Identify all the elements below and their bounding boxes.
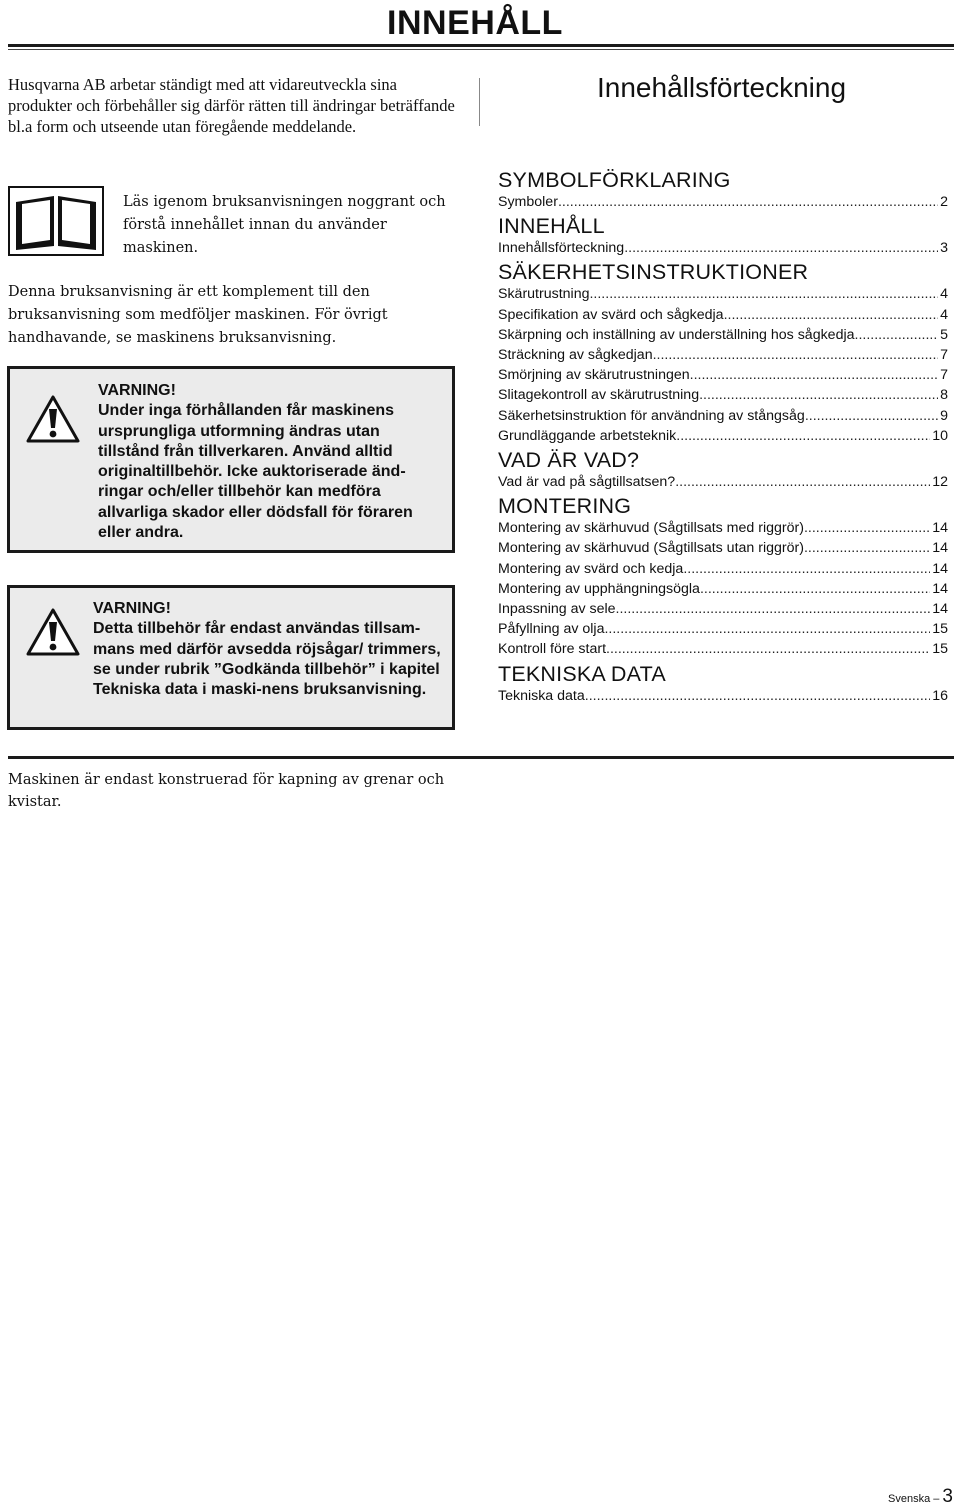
toc-entry-page: 14 [932,520,948,537]
footer-rule [8,756,954,759]
toc-entry [498,284,948,304]
warning-text [98,381,443,543]
toc-entry-label: Smörjning av skärutrustningen [498,367,690,384]
toc-leader-dots [624,238,938,258]
toc-entry [498,238,948,258]
toc-entry [498,365,948,385]
page-number [888,1486,953,1508]
toc-entry-page: 4 [940,306,948,323]
toc-section-heading: MONTERING [498,494,632,519]
toc-section-heading: VAD ÄR VAD? [498,448,640,473]
read-manual-note: Läs igenom bruksanvisningen noggrant och förstå innehållet innan du använder maskinen. [123,194,446,256]
toc-leader-dots [805,406,938,426]
toc-leader-dots [589,284,938,304]
toc-entry-label: Slitagekontroll av skärutrustning [498,387,700,404]
toc-leader-dots [558,192,938,212]
toc-section-heading: SYMBOLFÖRKLARING [498,168,731,192]
warning-box [7,585,455,730]
toc-entry-page: 4 [940,286,948,303]
toc-entry-page: 15 [932,641,948,658]
toc-entry [498,406,948,426]
warning-text [93,599,443,700]
toc-entry [498,325,948,345]
toc-entry-page: 8 [940,387,948,404]
toc-entry [498,579,948,599]
warning-body: Detta tillbehör får endast användas tillsam-mans med därför avsedda röjsågar/ trimmers, se under rubrik ”Godkända tillbehör” i kapitel Tekniska data i maski-nens bruksanvisning. [93,620,441,699]
usage-note: Maskinen är endast konstruerad för kapning av grenar och kvistar. [8,772,445,810]
toc-entry-label: Innehållsförteckning [498,240,625,257]
toc-leader-dots [606,639,930,659]
toc-entry [498,559,948,579]
toc-entry [498,472,948,492]
toc-entry [498,385,948,405]
toc-entry [498,345,948,365]
toc-leader-dots [653,345,939,365]
toc-leader-dots [804,518,930,538]
warning-heading: VARNING! [93,600,171,617]
warning-box [7,366,455,553]
toc-entry-label: Montering av upphängningsögla [498,580,700,597]
toc-leader-dots [616,599,931,619]
toc-entry [498,426,948,446]
toc-entry-page: 16 [932,687,948,704]
header-rule [8,44,954,47]
toc-title: Innehållsförteckning [597,72,847,103]
toc-leader-dots [690,365,938,385]
toc-entry-label: Inpassning av sele [498,601,616,618]
column-divider [479,78,480,126]
warning-triangle-icon [26,608,80,656]
toc-entry-page: 2 [940,194,948,210]
warning-triangle-icon [26,395,80,443]
toc-entry-page: 14 [932,601,948,618]
toc-entry [498,686,948,706]
toc-entry-page: 14 [932,560,948,577]
toc-leader-dots [604,619,930,639]
warning-body: Under inga förhållanden får maskinens ursprungliga utformning ändras utan tillstånd från tillverkaren. Använd alltid originaltillbehör. Icke auktoriserade änd-ringar och/eller tillbehör kan medföra allvarliga skador eller dödsfall för föraren eller andra. [98,402,413,542]
toc-entry-label: Skärutrustning [498,286,590,303]
toc-entry-label: Säkerhetsinstruktion för användning av stångsåg [498,407,805,424]
toc-section-heading: TEKNISKA DATA [498,661,666,686]
toc-entry [498,192,948,212]
toc-leader-dots [855,325,939,345]
intro-paragraph: Husqvarna AB arbetar ständigt med att vidareutveckla sina produkter och förbehåller sig därför rätten till ändringar beträffande bl.a form och utseende utan föregående meddelande. [8,75,455,136]
toc-entry-label: Vad är vad på sågtillsatsen? [498,474,676,491]
header-rule-thin [8,49,954,50]
page-number-value: 3 [942,1486,953,1507]
toc-entry-page: 5 [940,326,948,343]
complement-note: Denna bruksanvisning är ett komplement till den bruksanvisning som medföljer maskinen. För övrigt handhavande, se maskinens bruksanvisning. [8,284,388,346]
toc-entry-label: Skärpning och inställning av underställning hos sågkedja [498,326,855,343]
toc-leader-dots [699,385,938,405]
toc-entry-label: Påfyllning av olja [498,621,605,638]
toc-entry-page: 3 [940,240,948,257]
toc-entry-page: 12 [932,474,948,491]
toc-entry-page: 9 [940,407,948,424]
toc-section-heading: SÄKERHETSINSTRUKTIONER [498,260,809,285]
toc-entry-label: Montering av skärhuvud (Sågtillsats utan riggrör) [498,540,804,557]
toc-entry-label: Montering av svärd och kedja [498,560,684,577]
warning-heading: VARNING! [98,382,176,399]
page-language: Svenska – [888,1493,940,1505]
toc-entry-label: Kontroll före start [498,641,607,658]
toc-entry [498,305,948,325]
toc-entry [498,518,948,538]
toc-entry [498,619,948,639]
book-icon [8,186,104,256]
toc-leader-dots [700,579,930,599]
toc-entry-page: 7 [940,347,948,364]
toc-entry-label: Tekniska data [498,687,585,704]
toc-entry [498,538,948,558]
toc-entry-page: 10 [932,427,948,444]
toc-leader-dots [676,426,930,446]
toc-entry [498,639,948,659]
toc-leader-dots [585,686,930,706]
table-of-contents [498,166,948,706]
toc-entry-label: Grundläggande arbetsteknik [498,427,677,444]
toc-leader-dots [675,472,930,492]
toc-entry-label: Symboler [498,194,558,210]
toc-entry-label: Specifikation av svärd och sågkedja [498,306,724,323]
toc-entry-page: 14 [932,540,948,557]
toc-entry-label: Montering av skärhuvud (Sågtillsats med riggrör) [498,520,804,537]
toc-entry-page: 7 [940,367,948,384]
toc-leader-dots [724,305,939,325]
toc-leader-dots [804,538,930,558]
toc-section-heading: INNEHÅLL [498,214,605,239]
toc-entry-page: 15 [932,621,948,638]
page-title: INNEHÅLL [387,4,563,42]
toc-leader-dots [683,559,930,579]
toc-entry-label: Sträckning av sågkedjan [498,347,653,364]
toc-entry-page: 14 [932,580,948,597]
toc-entry [498,599,948,619]
